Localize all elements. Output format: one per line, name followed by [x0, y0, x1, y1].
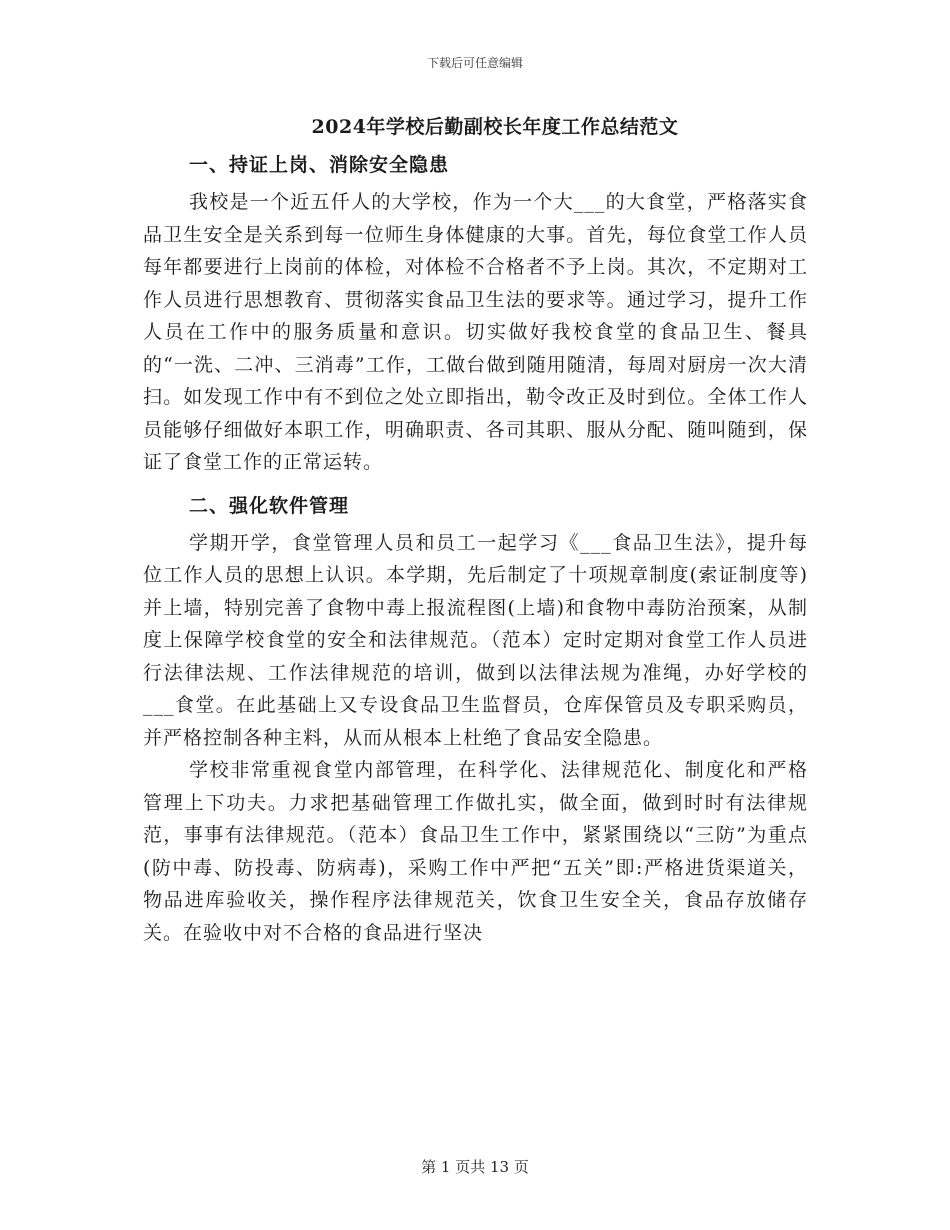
section-2-paragraph-1: 学期开学，食堂管理人员和员工一起学习《___食品卫生法》，提升每位工作人员的思想上认识。本学期，先后制定了十项规章制度(索证制度等)并上墙，特别完善了食物中毒上报流程图(上墙)和食物中毒防治预案，从制度上保障学校食堂的安全和法律规范。（范本）定时定期对食堂工作人员进行法律法规、工作法律规范的培训，做到以法律法规为准绳，办好学校的___食堂。在此基础上又专设食品卫生监督员，仓库保管员及专职采购员，并严格控制各种主料，从而从根本上杜绝了食品安全隐患。	[143, 531, 808, 749]
section-2-paragraph-2: 学校非常重视食堂内部管理，在科学化、法律规范化、制度化和严格管理上下功夫。力求把基础管理工作做扎实，做全面，做到时时有法律规范，事事有法律规范。（范本）食品卫生工作中，紧紧围绕以“三防”为重点(防中毒、防投毒、防病毒)，采购工作中严把“五关”即:严格进货渠道关，物品进库验收关，操作程序法律规范关，饮食卫生安全关，食品存放储存关。在验收中对不合格的食品进行坚决	[143, 759, 808, 944]
document-title: 2024年学校后勤副校长年度工作总结范文	[311, 116, 679, 138]
section-heading-2: 二、强化软件管理	[189, 494, 350, 517]
page-number-footer: 第 1 页共 13 页	[421, 1158, 529, 1176]
header-note: 下载后可任意编辑	[426, 56, 523, 70]
section-heading-1: 一、持证上岗、消除安全隐患	[189, 154, 450, 176]
document-body	[143, 150, 808, 949]
section-1-paragraph-1: 我校是一个近五仟人的大学校，作为一个大___的大食堂，严格落实食品卫生安全是关系到每一位师生身体健康的大事。首先，每位食堂工作人员每年都要进行上岗前的体检，对体检不合格者不予上岗。其次，不定期对工作人员进行思想教育、贯彻落实食品卫生法的要求等。通过学习，提升工作人员在工作中的服务质量和意识。切实做好我校食堂的食品卫生、餐具的“一洗、二冲、三消毒”工作，工做台做到随用随清，每周对厨房一次大清扫。如发现工作中有不到位之处立即指出，勒令改正及时到位。全体工作人员能够仔细做好本职工作，明确职责、各司其职、服从分配、随叫随到，保证了食堂工作的正常运转。	[143, 191, 808, 473]
